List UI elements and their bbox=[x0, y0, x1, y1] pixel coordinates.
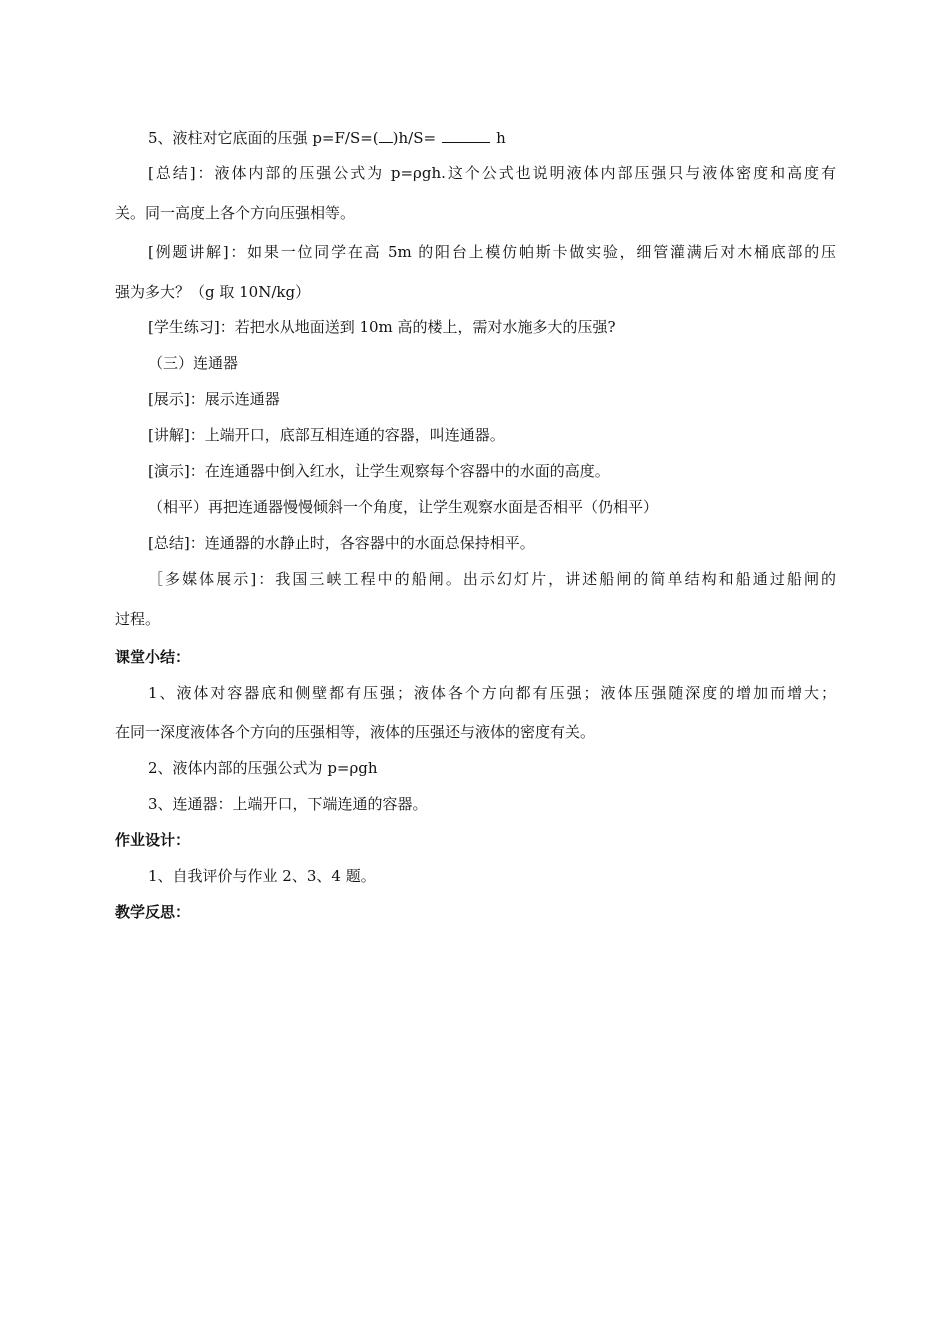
fill-blank bbox=[442, 128, 490, 143]
summary-paragraph-line-2: 关。同一高度上各个方向压强相等。 bbox=[115, 204, 356, 222]
class-summary-heading: 课堂小结： bbox=[115, 648, 191, 666]
class-summary-item-1-line-2: 在同一深度液体各个方向的压强相等，液体的压强还与液体的密度有关。 bbox=[115, 723, 596, 741]
homework-item-1: 1、自我评价与作业 2、3、4 题。 bbox=[148, 867, 376, 885]
fill-blank-paren bbox=[379, 128, 393, 143]
demo-line: [演示]：在连通器中倒入红水，让学生观察每个容器中的水面的高度。 bbox=[148, 462, 610, 480]
formula-text-b: )h/S= bbox=[392, 129, 437, 147]
formula-line bbox=[148, 128, 506, 148]
section-title-connector: （三）连通器 bbox=[148, 354, 239, 372]
multimedia-paragraph-line-2: 过程。 bbox=[115, 610, 161, 628]
practice-line: [学生练习]：若把水从地面送到 10m 高的楼上，需对水施多大的压强? bbox=[148, 318, 616, 336]
homework-heading: 作业设计： bbox=[115, 831, 191, 849]
example-paragraph-line-1: [例题讲解]：如果一位同学在高 5m 的阳台上模仿帕斯卡做实验，细管灌满后对木桶底部的压 bbox=[148, 243, 836, 261]
class-summary-item-2: 2、液体内部的压强公式为 p=ρgh bbox=[148, 759, 378, 777]
multimedia-paragraph-line-1: ［多媒体展示]：我国三峡工程中的船闸。出示幻灯片，讲述船闸的简单结构和船通过船闸的 bbox=[148, 570, 836, 588]
reflection-heading: 教学反思： bbox=[115, 903, 191, 921]
formula-text-a: 5、液柱对它底面的压强 p=F/S=( bbox=[148, 129, 379, 147]
formula-text-c: h bbox=[496, 129, 506, 147]
tilt-line: （相平）再把连通器慢慢倾斜一个角度，让学生观察水面是否相平（仍相平） bbox=[148, 498, 659, 516]
summary-paragraph-line-1: [总结]：液体内部的压强公式为 p=ρgh.这个公式也说明液体内部压强只与液体密度和高度有 bbox=[148, 164, 836, 182]
conclusion-line: [总结]：连通器的水静止时，各容器中的水面总保持相平。 bbox=[148, 534, 535, 552]
class-summary-item-3: 3、连通器：上端开口，下端连通的容器。 bbox=[148, 795, 428, 813]
example-paragraph-line-2: 强为多大？（g 取 10N/kg） bbox=[115, 283, 311, 301]
display-line: [展示]：展示连通器 bbox=[148, 390, 280, 408]
class-summary-item-1-line-1: 1、液体对容器底和侧壁都有压强；液体各个方向都有压强；液体压强随深度的增加而增大； bbox=[148, 684, 836, 702]
explain-line: [讲解]：上端开口，底部互相连通的容器，叫连通器。 bbox=[148, 426, 505, 444]
